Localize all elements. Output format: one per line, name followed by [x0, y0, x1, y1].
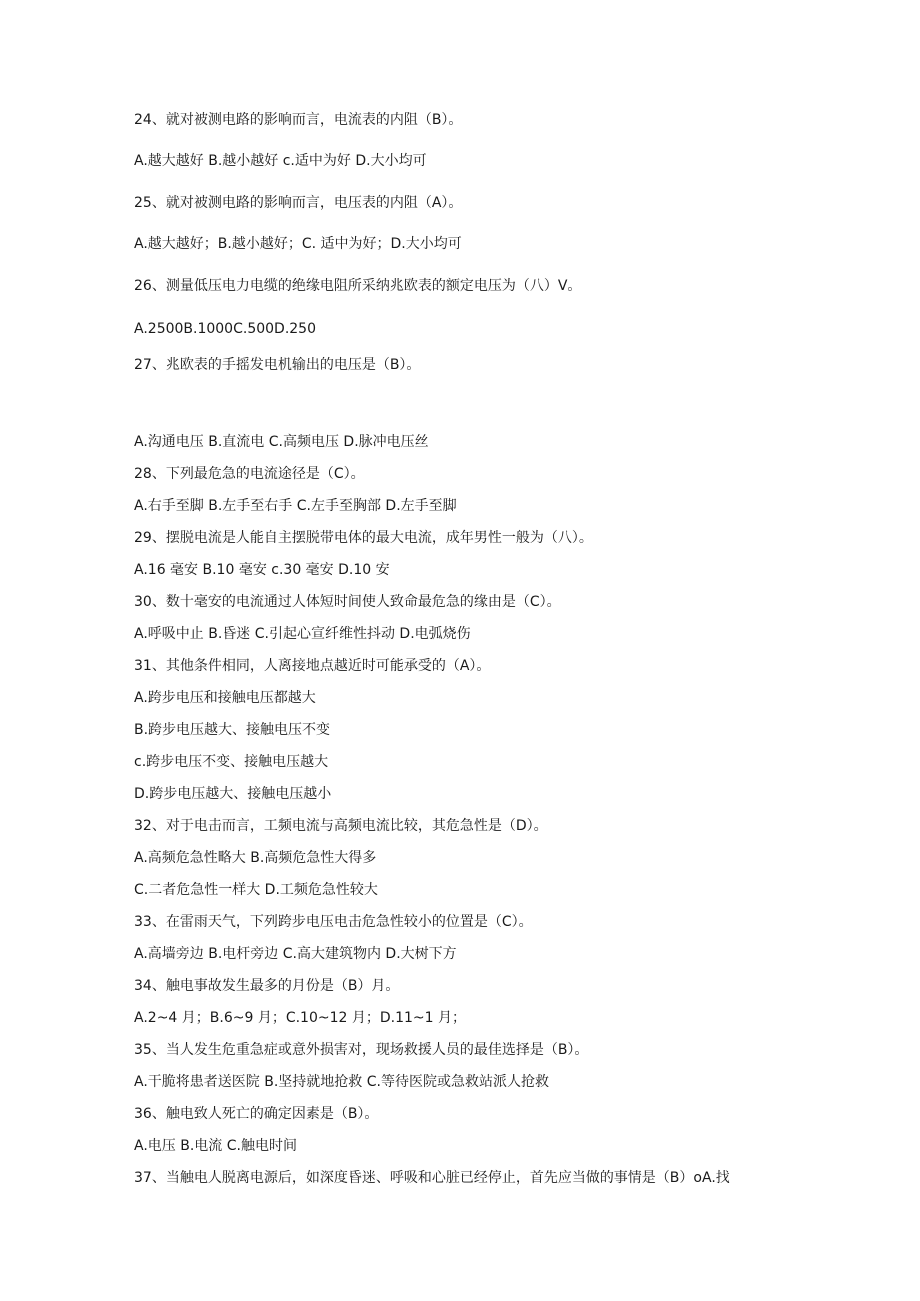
question-35: 35、当人发生危重急症或意外损害对，现场救援人员的最佳选择是（B）。	[134, 1042, 589, 1058]
options-27: A.沟通电压 B.直流电 C.高频电压 D.脉冲电压丝	[134, 434, 429, 450]
options-24: A.越大越好 B.越小越好 c.适中为好 D.大小均可	[134, 153, 427, 169]
options-36: A.电压 B.电流 C.触电时间	[134, 1138, 297, 1154]
options-30: A.呼吸中止 B.昏迷 C.引起心宣纤维性抖动 D.电弧烧伤	[134, 626, 471, 642]
options-28: A.右手至脚 B.左手至右手 C.左手至胸部 D.左手至脚	[134, 498, 457, 514]
question-27: 27、兆欧表的手摇发电机输出的电压是（B）。	[134, 357, 421, 373]
option-31-a: A.跨步电压和接触电压都越大	[134, 690, 316, 706]
options-26: A.2500B.1000C.500D.250	[134, 321, 316, 337]
question-32: 32、对于电击而言，工频电流与高频电流比较，其危急性是（D）。	[134, 818, 548, 834]
question-31: 31、其他条件相同，人离接地点越近时可能承受的（A）。	[134, 658, 491, 674]
options-32-ab: A.高频危急性略大 B.高频危急性大得多	[134, 850, 377, 866]
question-36: 36、触电致人死亡的确定因素是（B）。	[134, 1106, 379, 1122]
question-26: 26、测量低压电力电缆的绝缘电阻所采纳兆欧表的额定电压为（八）V。	[134, 278, 582, 294]
question-25: 25、就对被测电路的影响而言，电压表的内阻（A）。	[134, 195, 463, 211]
option-31-b: B.跨步电压越大、接触电压不变	[134, 722, 331, 738]
question-34: 34、触电事故发生最多的月份是（B）月。	[134, 978, 400, 994]
question-29: 29、摆脱电流是人能自主摆脱带电体的最大电流，成年男性一般为（八）。	[134, 530, 593, 546]
question-30: 30、数十毫安的电流通过人体短时间使人致命最危急的缘由是（C）。	[134, 594, 561, 610]
option-31-c: c.跨步电压不变、接触电压越大	[134, 754, 329, 770]
options-34: A.2~4 月；B.6~9 月；C.10~12 月；D.11~1 月；	[134, 1010, 466, 1026]
options-35: A.干脆将患者送医院 B.坚持就地抢救 C.等待医院或急救站派人抢救	[134, 1074, 549, 1090]
options-25: A.越大越好；B.越小越好；C. 适中为好；D.大小均可	[134, 236, 462, 252]
question-33: 33、在雷雨天气，下列跨步电压电击危急性较小的位置是（C）。	[134, 914, 533, 930]
option-31-d: D.跨步电压越大、接触电压越小	[134, 786, 332, 802]
options-33: A.高墙旁边 B.电杆旁边 C.高大建筑物内 D.大树下方	[134, 946, 457, 962]
question-37: 37、当触电人脱离电源后，如深度昏迷、呼吸和心脏已经停止，首先应当做的事情是（B）oA.找	[134, 1170, 730, 1186]
question-24: 24、就对被测电路的影响而言，电流表的内阻（B）。	[134, 112, 463, 128]
options-32-cd: C.二者危急性一样大 D.工频危急性较大	[134, 882, 378, 898]
options-29: A.16 毫安 B.10 毫安 c.30 毫安 D.10 安	[134, 562, 390, 578]
question-28: 28、下列最危急的电流途径是（C）。	[134, 466, 365, 482]
